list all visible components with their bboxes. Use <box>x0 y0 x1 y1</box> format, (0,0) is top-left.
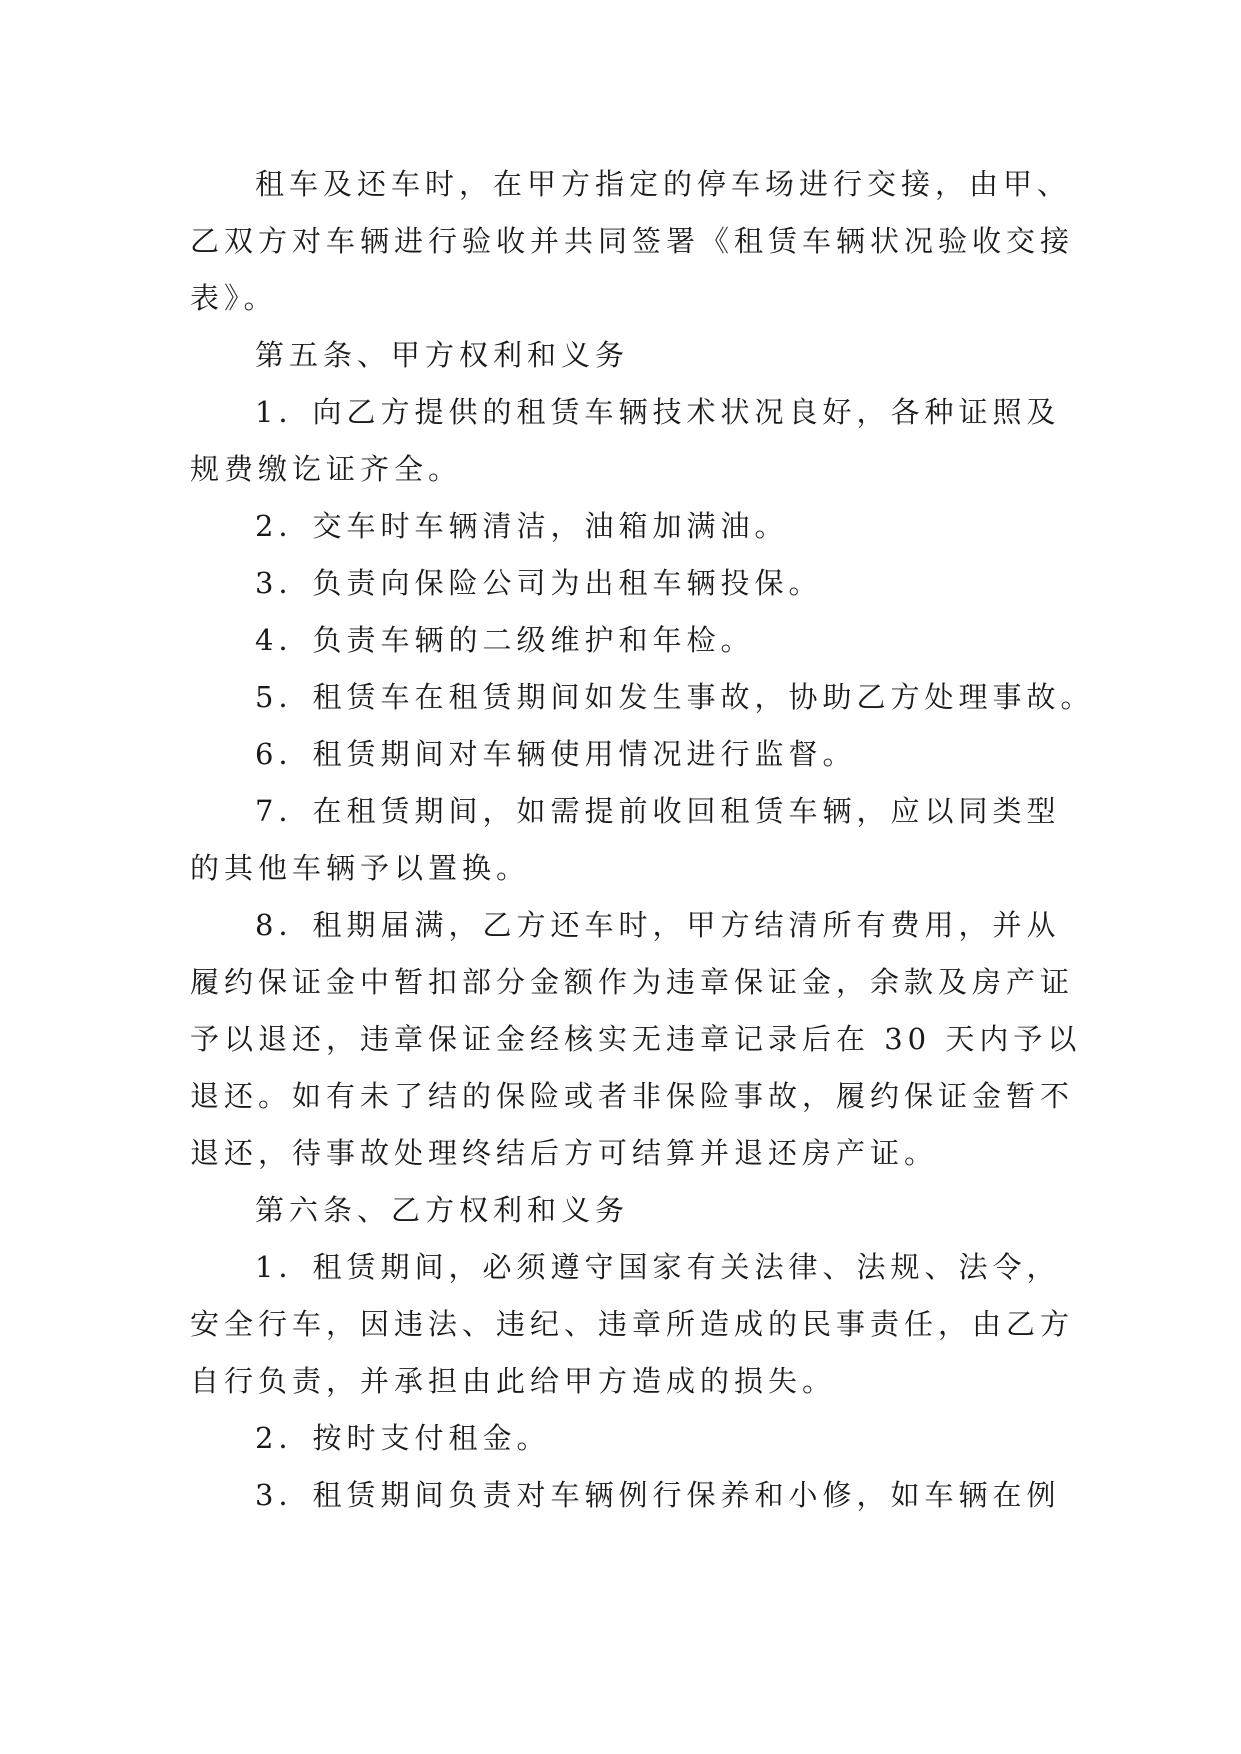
text-line: 5．租赁车在租赁期间如发生事故，协助乙方处理事故。 <box>255 680 1095 714</box>
text-line: 予以退还，违章保证金经核实无违章记录后在 30 天内予以 <box>190 1022 1082 1056</box>
text-line: 表》。 <box>190 281 278 315</box>
text-line: 退还，待事故处理终结后方可结算并退还房产证。 <box>190 1136 939 1170</box>
text-line: 6．租赁期间对车辆使用情况进行监督。 <box>255 737 857 771</box>
text-line: 规费缴讫证齐全。 <box>190 452 463 486</box>
text-line: 安全行车，因违法、违纪、违章所造成的民事责任，由乙方 <box>190 1307 1075 1341</box>
section-heading: 第五条、甲方权利和义务 <box>255 338 630 372</box>
text-line: 8．租期届满，乙方还车时，甲方结清所有费用，并从 <box>255 908 1061 942</box>
text-line: 2．按时支付租金。 <box>255 1421 551 1455</box>
text-line: 1．向乙方提供的租赁车辆技术状况良好，各种证照及 <box>255 395 1061 429</box>
text-line: 3．负责向保险公司为出租车辆投保。 <box>255 566 823 600</box>
text-line: 7．在租赁期间，如需提前收回租赁车辆，应以同类型 <box>255 794 1061 828</box>
text-line: 退还。如有未了结的保险或者非保险事故，履约保证金暂不 <box>190 1079 1075 1113</box>
text-line: 1．租赁期间，必须遵守国家有关法律、法规、法令， <box>255 1250 1061 1284</box>
text-line: 4．负责车辆的二级维护和年检。 <box>255 623 755 657</box>
text-line: 乙双方对车辆进行验收并共同签署《租赁车辆状况验收交接 <box>190 224 1075 258</box>
text-line: 2．交车时车辆清洁，油箱加满油。 <box>255 509 789 543</box>
text-line: 租车及还车时，在甲方指定的停车场进行交接，由甲、 <box>255 167 1072 201</box>
text-line: 自行负责，并承担由此给甲方造成的损失。 <box>190 1364 837 1398</box>
text-line: 3．租赁期间负责对车辆例行保养和小修，如车辆在例 <box>255 1478 1061 1512</box>
section-heading: 第六条、乙方权利和义务 <box>255 1193 630 1227</box>
text-line: 的其他车辆予以置换。 <box>190 851 531 885</box>
text-line: 履约保证金中暂扣部分金额作为违章保证金，余款及房产证 <box>190 965 1075 999</box>
